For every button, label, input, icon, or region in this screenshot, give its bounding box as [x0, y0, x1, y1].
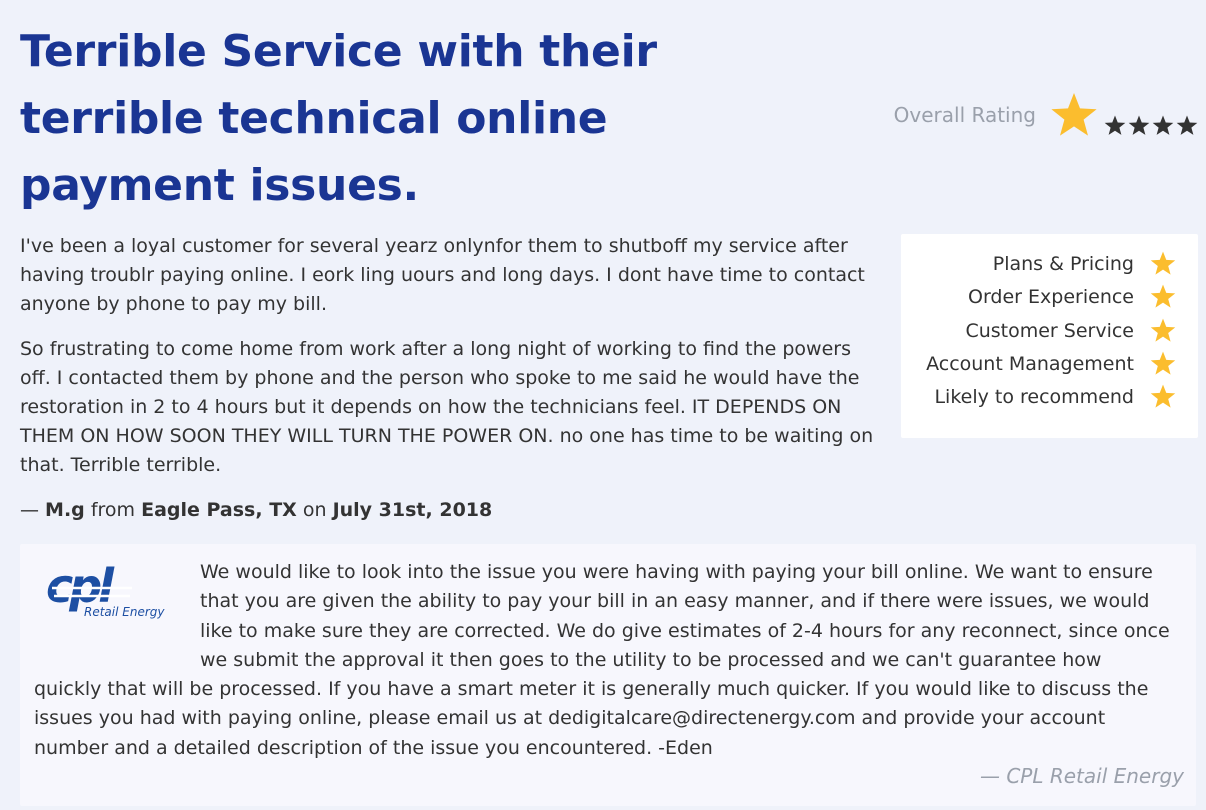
review-body	[20, 232, 880, 525]
rating-label: Account Management	[926, 352, 1134, 375]
rating-row-likely-to-recommend	[934, 384, 1176, 409]
review-title: Terrible Service with their terrible technical online payment issues.	[20, 26, 657, 211]
cpl-retail-energy-logo	[34, 558, 194, 648]
rating-label: Customer Service	[965, 319, 1134, 342]
byline-from: from	[90, 499, 136, 521]
logo-main-text: cpl	[46, 559, 110, 613]
rating-row-order-experience	[968, 284, 1176, 309]
rating-row-customer-service	[965, 318, 1176, 343]
rating-row-account-management	[926, 351, 1176, 376]
star-filled-icon	[1150, 318, 1176, 343]
review-date: July 31st, 2018	[332, 499, 493, 521]
overall-rating	[894, 92, 1198, 138]
company-reply	[20, 544, 1196, 806]
rating-label: Order Experience	[968, 285, 1134, 308]
author-location: Eagle Pass, TX	[141, 499, 297, 521]
logo-sub-text: Retail Energy	[84, 605, 165, 619]
star-empty-icon	[1104, 115, 1126, 136]
review-byline	[20, 496, 880, 525]
star-filled-icon	[1150, 284, 1176, 309]
star-filled-icon	[1150, 251, 1176, 276]
review-paragraph: So frustrating to come home from work after a long night of working to find the powers off. I contacted them by phone and the person who spoke to me said he would have the restoration in 2 to 4 hours but it depends on how the technicians feel. IT DEPENDS ON THEM ON HOW SOON THEY WILL TURN THE POWER ON. no one has time to be waiting on that. Terrible terrible.	[20, 338, 874, 476]
review-paragraph: I've been a loyal customer for several yearz onlynfor them to shutboff my service after having troublr paying online. I eork ling uours and long days. I dont have time to contact anyone by phone to pay my bill.	[20, 235, 865, 315]
rating-label: Plans & Pricing	[992, 252, 1134, 275]
rating-row-plans-pricing	[993, 251, 1176, 276]
star-empty-icon	[1128, 115, 1150, 136]
star-filled-icon	[1150, 351, 1176, 376]
star-empty-icon	[1152, 115, 1174, 136]
star-filled-icon	[1050, 92, 1098, 138]
star-filled-icon	[1150, 384, 1176, 409]
author-name: M.g	[45, 499, 85, 521]
byline-dash: —	[20, 499, 39, 521]
overall-rating-label: Overall Rating	[893, 103, 1036, 127]
reply-signature: — CPL Retail Energy	[979, 764, 1184, 788]
category-ratings	[901, 234, 1198, 438]
star-empty-icon	[1176, 115, 1198, 136]
rating-label: Likely to recommend	[934, 385, 1134, 408]
reply-text: We would like to look into the issue you were having with paying your bill online. We want to ensure that you are given the ability to pay your bill in an easy manner, and if there were issues, we would like to make sure they are corrected. We do give estimates of 2-4 hours for any reconnect, since once we submit the approval it then goes to the utility to be processed and we can't guarantee how quickly that will be processed. If you have a smart meter it is generally much quicker. If you would like to discuss the issues you had with paying online, please email us at dedigitalcare@directenergy.com and provide your account number and a detailed description of the issue you encountered. -Eden	[34, 561, 1170, 759]
byline-on: on	[302, 499, 327, 521]
